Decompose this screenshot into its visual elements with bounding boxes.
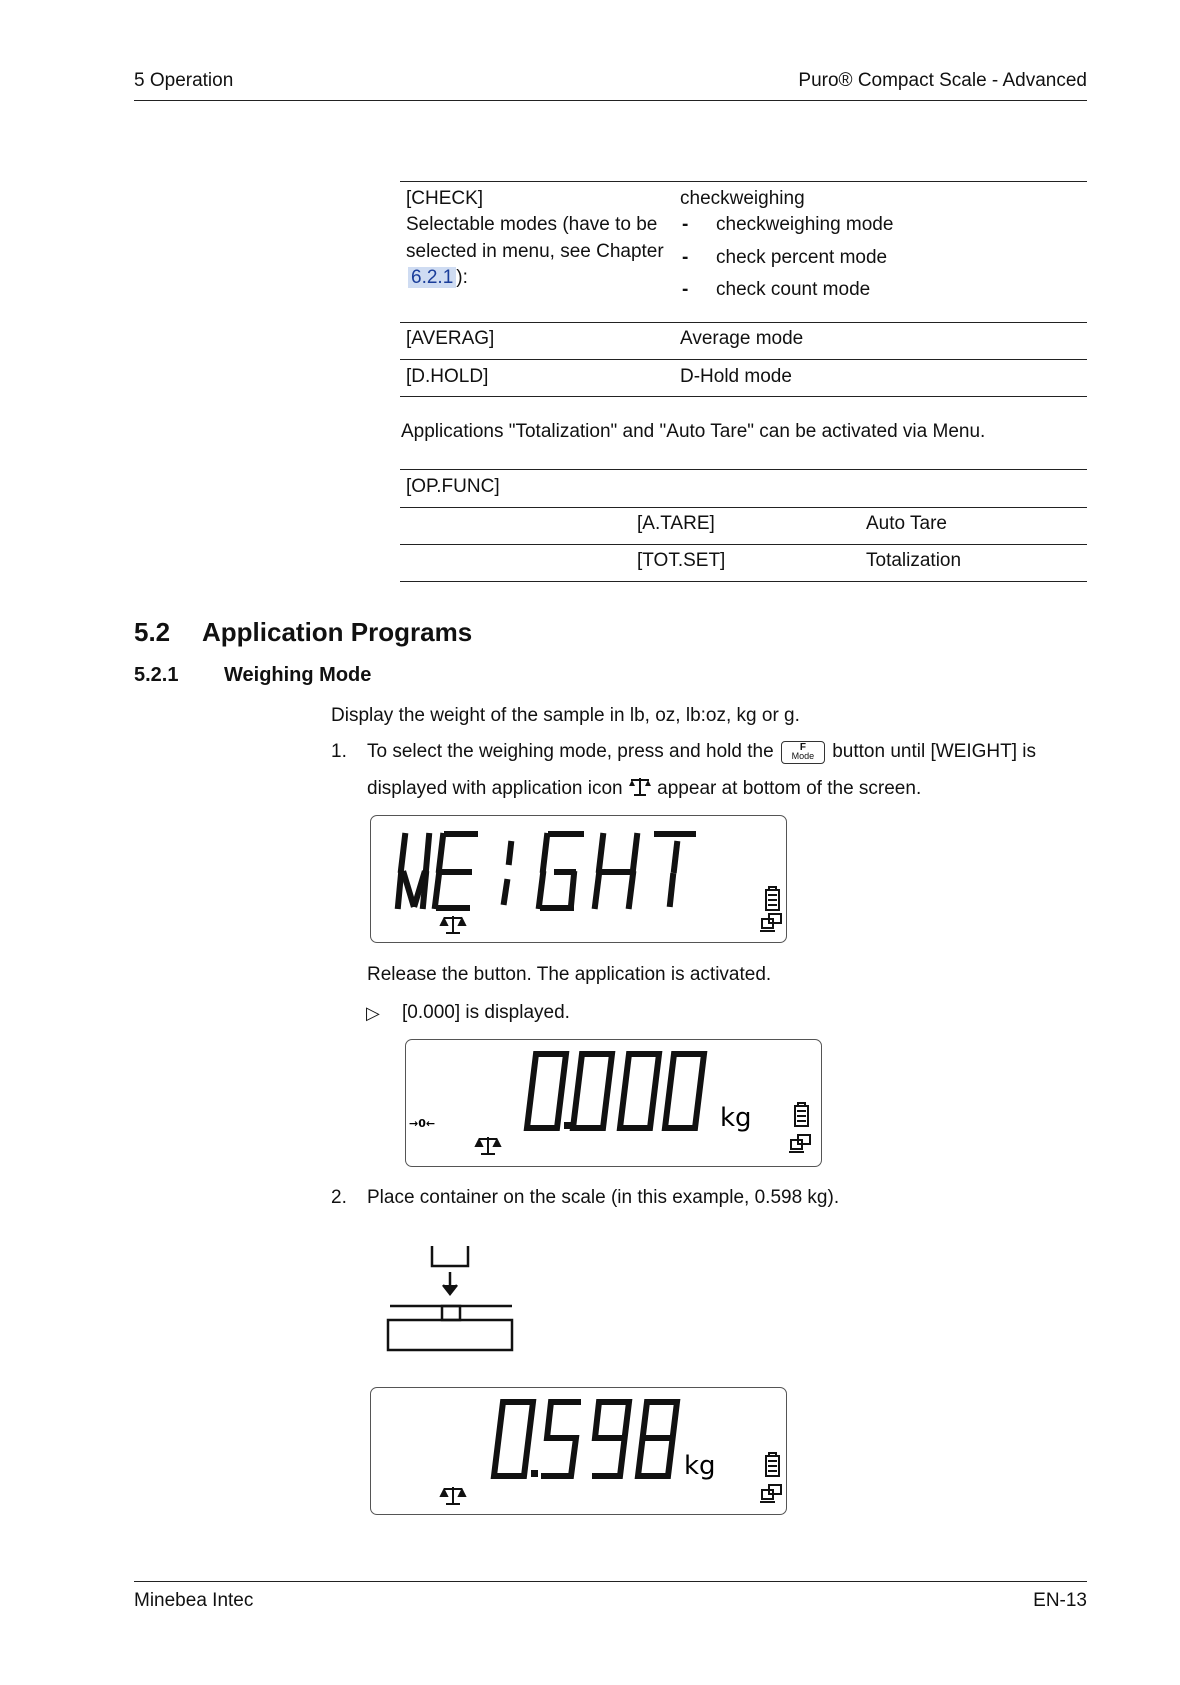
check-key: [CHECK] xyxy=(406,188,484,209)
intro-text: Display the weight of the sample in lb, oz, lb:oz, kg or g. xyxy=(331,705,800,726)
result-text: [0.000] is displayed. xyxy=(402,1002,570,1023)
table-rule xyxy=(400,322,1087,323)
battery-icon xyxy=(795,1103,808,1126)
display-weight xyxy=(370,815,787,943)
pc-icon xyxy=(789,1135,810,1152)
chapter-link[interactable]: 6.2.1 xyxy=(408,267,456,288)
f-mode-key-icon: F Mode xyxy=(781,741,825,764)
table-rule xyxy=(400,396,1087,397)
check-desc-2: selected in menu, see Chapter xyxy=(406,241,664,262)
table-rule xyxy=(400,181,1087,182)
subsection-number: 5.2.1 xyxy=(134,664,179,686)
mode-bullet: - xyxy=(682,247,689,268)
table-rule xyxy=(400,507,1087,508)
table-rule xyxy=(400,359,1087,360)
header-product: Puro® Compact Scale - Advanced xyxy=(798,70,1087,91)
battery-icon xyxy=(766,1453,779,1476)
scale-icon xyxy=(441,1487,465,1504)
zero-indicator: →0← xyxy=(409,1117,436,1130)
container-on-scale-illustration xyxy=(384,1242,524,1362)
scale-icon xyxy=(441,916,465,933)
display-zero xyxy=(405,1039,822,1167)
atare-key: [A.TARE] xyxy=(637,513,715,534)
release-text: Release the button. The application is activated. xyxy=(367,964,772,985)
step1-text-c: displayed with application icon xyxy=(367,778,623,799)
atare-value: Auto Tare xyxy=(866,513,947,534)
display-sample xyxy=(370,1387,787,1515)
check-value: checkweighing xyxy=(680,188,805,209)
header-chapter: 5 Operation xyxy=(134,70,234,91)
step1-text-d: appear at bottom of the screen. xyxy=(657,778,922,799)
unit-label: kg xyxy=(684,1451,716,1481)
result-arrow: ▷ xyxy=(366,1003,380,1023)
header-rule xyxy=(134,100,1087,101)
section-title: Application Programs xyxy=(202,617,473,647)
pc-icon xyxy=(760,914,781,931)
mode-item: check count mode xyxy=(716,279,871,300)
check-desc-1: Selectable modes (have to be xyxy=(406,214,658,235)
totset-value: Totalization xyxy=(866,550,962,571)
subsection-title: Weighing Mode xyxy=(224,664,372,686)
step1-line1 xyxy=(367,740,1036,764)
opfunc-key: [OP.FUNC] xyxy=(406,476,500,497)
step1-number: 1. xyxy=(331,741,347,762)
mode-bullet: - xyxy=(682,279,689,300)
step1-line2 xyxy=(367,775,921,801)
totset-key: [TOT.SET] xyxy=(637,550,726,571)
pc-icon xyxy=(760,1485,781,1502)
footer-rule xyxy=(134,1581,1087,1582)
dhold-value: D-Hold mode xyxy=(680,366,792,387)
table-rule xyxy=(400,469,1087,470)
mode-item: checkweighing mode xyxy=(716,214,894,235)
footer-company: Minebea Intec xyxy=(134,1590,254,1611)
step1-text-a: To select the weighing mode, press and hold the xyxy=(367,741,774,762)
battery-icon xyxy=(766,887,779,910)
unit-label: kg xyxy=(720,1103,752,1133)
dhold-key: [D.HOLD] xyxy=(406,366,489,387)
mode-bullet: - xyxy=(682,214,689,235)
table-rule xyxy=(400,544,1087,545)
step2-number: 2. xyxy=(331,1187,347,1208)
check-colon: ): xyxy=(456,267,468,288)
table-rule xyxy=(400,581,1087,582)
mode-item: check percent mode xyxy=(716,247,888,268)
averag-key: [AVERAG] xyxy=(406,328,495,349)
page-number: EN-13 xyxy=(1033,1590,1087,1611)
scale-application-icon xyxy=(628,775,652,797)
averag-value: Average mode xyxy=(680,328,804,349)
check-desc-3 xyxy=(408,266,468,290)
apps-note: Applications "Totalization" and "Auto Tare" can be activated via Menu. xyxy=(401,421,986,442)
scale-icon xyxy=(476,1137,500,1154)
section-number: 5.2 xyxy=(134,617,171,647)
step2-text: Place container on the scale (in this example, 0.598 kg). xyxy=(367,1187,840,1208)
step1-text-b: button until [WEIGHT] is xyxy=(832,741,1037,762)
